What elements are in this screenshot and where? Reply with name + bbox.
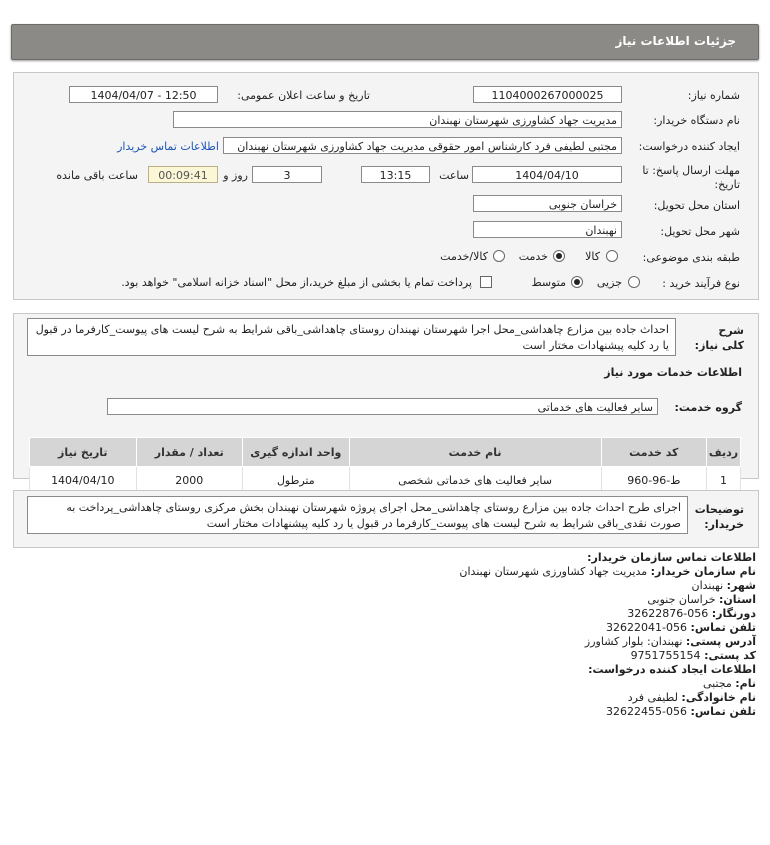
- deadline-label: مهلت ارسال پاسخ: تا تاریخ:: [642, 164, 740, 191]
- cell-unit: مترطول: [243, 467, 350, 494]
- treasury-payment-checkbox[interactable]: [480, 276, 492, 288]
- deadline-time-label: ساعت: [439, 169, 469, 182]
- contact-province: استان: خراسان جنوبی: [647, 593, 756, 606]
- contact-info: [459, 551, 756, 719]
- province-field: خراسان جنوبی: [473, 195, 622, 212]
- services-table: [29, 437, 741, 494]
- process-label: نوع فرآیند خرید :: [662, 277, 740, 290]
- cell-code: ط-96-960: [601, 467, 706, 494]
- contact-address: آدرس پستی: نهبندان: بلوار کشاورز: [584, 635, 756, 648]
- category-option-service: خدمت: [518, 250, 548, 263]
- remaining-time-field: 00:09:41: [148, 166, 218, 183]
- col-date-header: تاریخ نیاز: [30, 438, 137, 467]
- creator-phone: تلفن تماس: 056-32622455: [606, 705, 756, 718]
- col-row-header: ردیف: [707, 438, 741, 467]
- remaining-label: ساعت باقی مانده: [56, 169, 138, 182]
- page-header: [11, 24, 759, 60]
- category-label: طبقه بندی موضوعی:: [642, 251, 740, 264]
- contact-org: نام سازمان خریدار: مدیریت جهاد کشاورزی شهرستان نهبندان: [459, 565, 756, 578]
- col-unit-header: واحد اندازه گیری: [243, 438, 350, 467]
- creator-label: ایجاد کننده درخواست:: [638, 140, 740, 153]
- contact-phone: تلفن تماس: 056-32622041: [606, 621, 756, 634]
- city-field: نهبندان: [473, 221, 622, 238]
- days-label: روز و: [223, 169, 248, 182]
- category-radio-goods[interactable]: [606, 250, 618, 262]
- process-radio-medium[interactable]: [571, 276, 583, 288]
- buyer-org-label: نام دستگاه خریدار:: [653, 114, 740, 127]
- deadline-date-field: 1404/04/10: [472, 166, 622, 183]
- process-option-medium: متوسط: [531, 276, 566, 289]
- services-section-title: اطلاعات خدمات مورد نیاز: [604, 366, 742, 379]
- process-option-minor: جزیی: [596, 276, 622, 289]
- contact-title: اطلاعات تماس سازمان خریدار:: [587, 551, 756, 564]
- category-radio-goods-service[interactable]: [493, 250, 505, 262]
- city-label: شهر محل تحویل:: [660, 225, 740, 238]
- cell-qty: 2000: [136, 467, 243, 494]
- contact-city: شهر: نهبندان: [691, 579, 756, 592]
- announce-label: تاریخ و ساعت اعلان عمومی:: [237, 89, 370, 102]
- process-radio-minor[interactable]: [628, 276, 640, 288]
- summary-text-box: احداث جاده بین مزارع چاهداشی_محل اجرا شهرستان نهبندان روستای چاهداشی_باقی شرایط به شرح لیست های پیوست_کارفرما در قبول یا رد کلیه پیشنهادات مختار است: [27, 318, 676, 356]
- table-header-row: [30, 438, 741, 467]
- announce-field: 1404/04/07 - 12:50: [69, 86, 218, 103]
- treasury-payment-note: پرداخت تمام یا بخشی از مبلغ خرید،از محل "اسناد خزانه اسلامی" خواهد بود.: [121, 276, 472, 289]
- category-option-goods-service: کالا/خدمت: [440, 250, 488, 263]
- buyer-org-field: مدیریت جهاد کشاورزی شهرستان نهبندان: [173, 111, 622, 128]
- buyer-contact-link[interactable]: اطلاعات تماس خریدار: [117, 140, 219, 153]
- contact-fax: دورنگار: 056-32622876: [627, 607, 756, 620]
- province-label: استان محل تحویل:: [653, 199, 740, 212]
- creator-family: نام خانوادگی: لطیفی فرد: [627, 691, 756, 704]
- col-qty-header: تعداد / مقدار: [136, 438, 243, 467]
- buyer-notes-label: توضیحات خریدار:: [694, 503, 744, 531]
- cell-date: 1404/04/10: [30, 467, 137, 494]
- service-group-field: سایر فعالیت های خدماتی: [107, 398, 658, 415]
- creator-name: نام: مجتبی: [702, 677, 756, 690]
- cell-row: 1: [707, 467, 741, 494]
- service-group-label: گروه خدمت:: [674, 401, 742, 414]
- category-radio-service[interactable]: [553, 250, 565, 262]
- contact-postal: کد پستی: 9751755154: [630, 649, 756, 662]
- category-option-goods: کالا: [585, 250, 600, 263]
- days-field: 3: [252, 166, 322, 183]
- cell-name: سایر فعالیت های خدماتی شخصی: [349, 467, 601, 494]
- creator-field: مجتبی لطیفی فرد کارشناس امور حقوقی مدیریت جهاد کشاورزی شهرستان نهبندان: [223, 137, 622, 154]
- buyer-notes-text-box: اجرای طرح احداث جاده بین مزارع روستای چاهداشی_محل اجرای پروژه شهرستان نهبندان بخش مرکزی روستای چاهداشی_پرداخت به صورت نقدی_باقی شرایط به شرح لیست های پیوست_کارفرما در قبول یا رد کلیه پیشنهادات مختار است: [27, 496, 688, 534]
- page-title: جزئیات اطلاعات نیاز: [615, 34, 736, 48]
- col-code-header: کد خدمت: [601, 438, 706, 467]
- need-number-label: شماره نیاز:: [687, 89, 740, 102]
- summary-label: شرح کلی نیاز:: [694, 324, 744, 352]
- need-number-field: 1104000267000025: [473, 86, 622, 103]
- deadline-time-field: 13:15: [361, 166, 430, 183]
- creator-info-title: اطلاعات ایجاد کننده درخواست:: [588, 663, 756, 676]
- col-name-header: نام خدمت: [349, 438, 601, 467]
